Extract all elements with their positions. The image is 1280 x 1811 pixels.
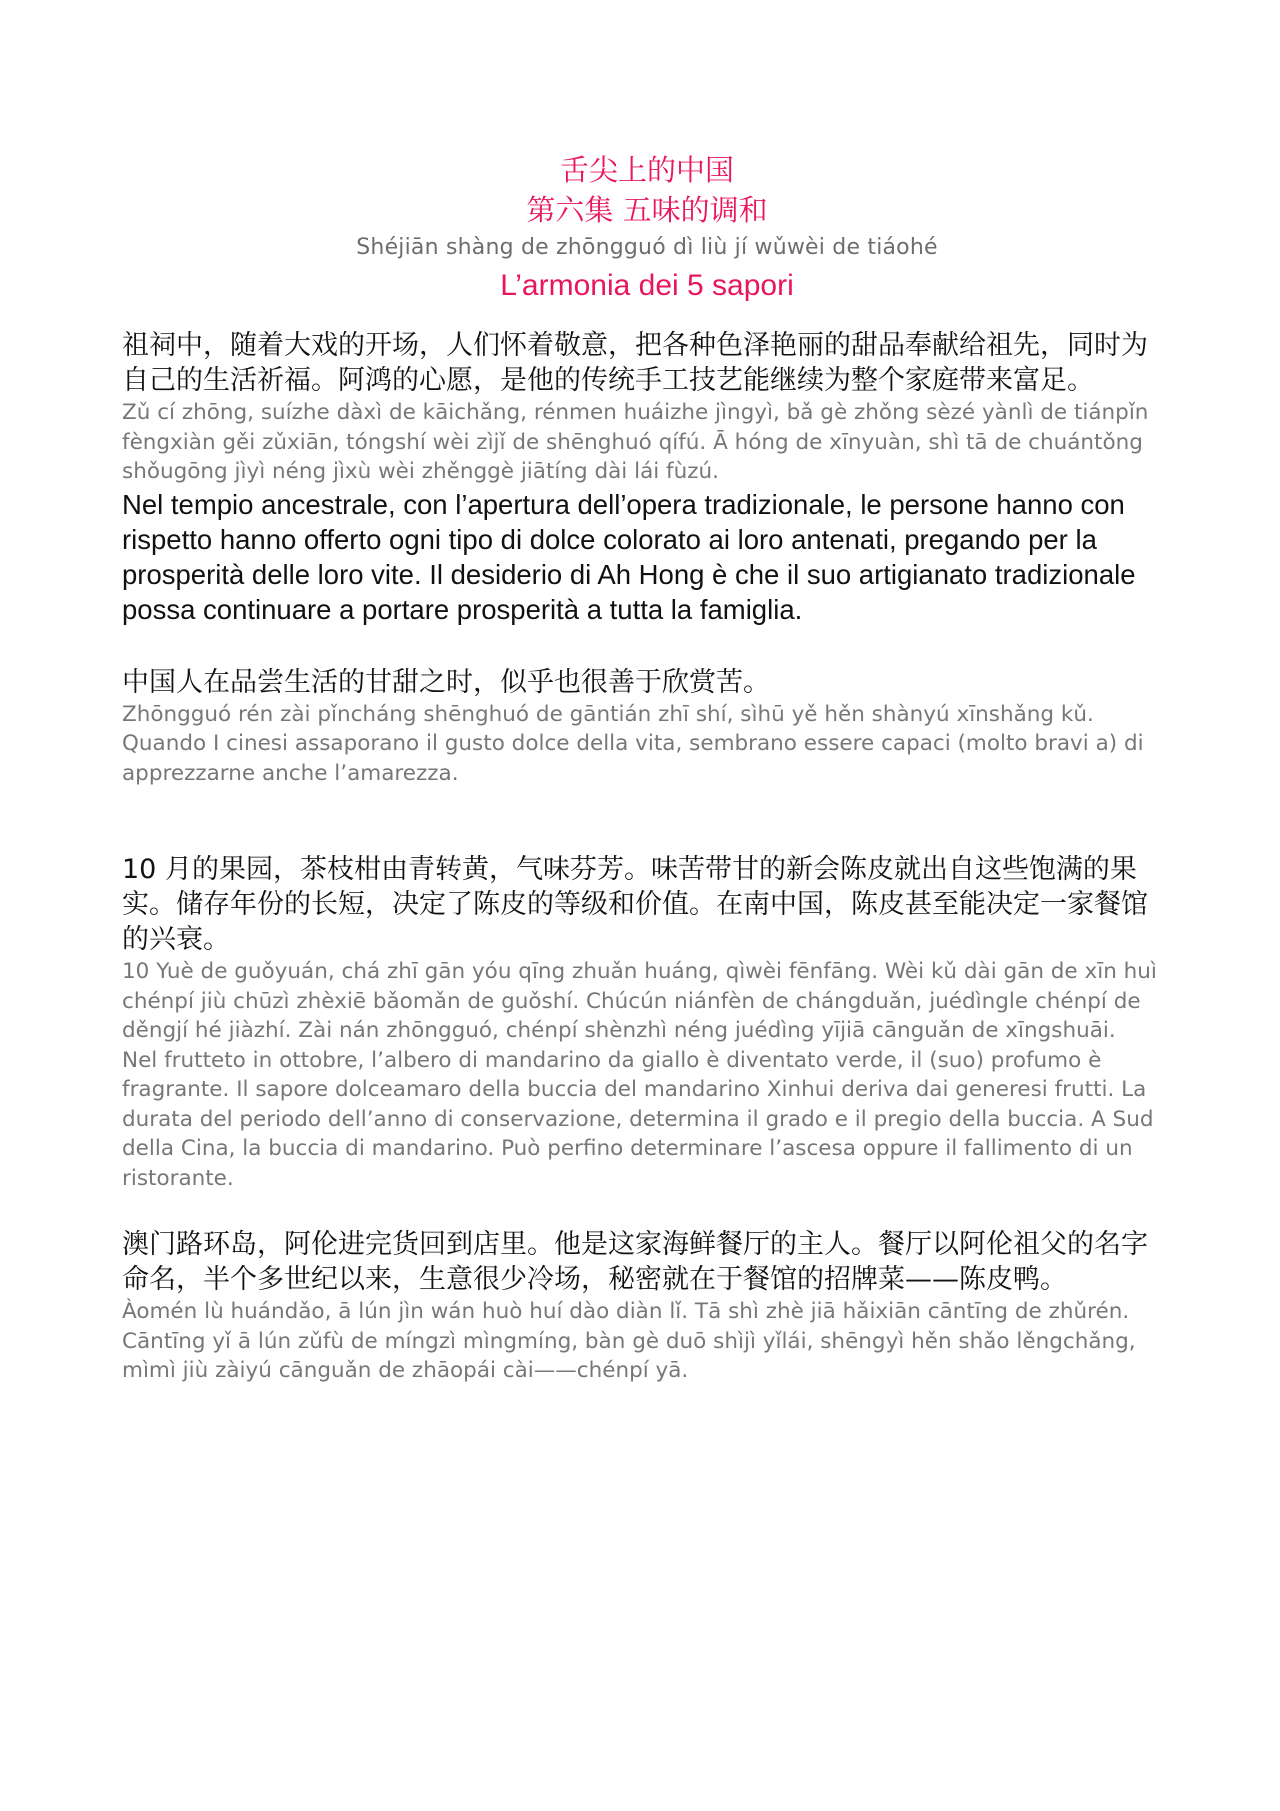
chinese-text: 澳门路环岛，阿伦进完货回到店里。他是这家海鲜餐厅的主人。餐厅以阿伦祖父的名字命名，半个多世纪以来，生意很少冷场，秘密就在于餐馆的招牌菜——陈皮鸭。: [122, 1229, 1148, 1295]
paragraph-block-4: [122, 1227, 1172, 1386]
pinyin-text: Zhōngguó rén zài pǐncháng shēnghuó de gāntián zhī shí, sìhū yě hěn shànyú xīnshǎng kǔ.: [122, 701, 1094, 727]
paragraph-block-1: [122, 328, 1172, 627]
chinese-text: 10 月的果园，茶枝柑由青转黄，气味芬芳。味苦带甘的新会陈皮就出自这些饱满的果实。储存年份的长短，决定了陈皮的等级和价值。在南中国，陈皮甚至能决定一家餐馆的兴衰。: [122, 854, 1148, 955]
document-page: [122, 150, 1172, 1386]
italian-translation: Nel tempio ancestrale, con l’apertura dell’opera tradizionale, le persone hanno con rispetto hanno offerto ogni tipo di dolce colorato ai loro antenati, pregando per la prosperità delle loro vite. Il desiderio di Ah Hong è che il suo artigianato tradizionale possa continuare a portare prosperità a tutta la famiglia.: [122, 488, 1136, 625]
episode-title-chinese: 第六集 五味的调和: [526, 193, 768, 227]
paragraph-block-3: [122, 852, 1172, 1193]
title-chinese: 舌尖上的中国: [559, 153, 734, 187]
title-italian: L’armonia dei 5 sapori: [500, 269, 794, 302]
document-header: [122, 150, 1172, 306]
pinyin-text: Zǔ cí zhōng, suízhe dàxì de kāichǎng, rénmen huáizhe jìngyì, bǎ gè zhǒng sèzé yànlì de tiánpǐn fèngxiàn gěi zǔxiān, tóngshí wèi zìjǐ de shēnghuó qífú. Ā hóng de xīnyuàn, shì tā de chuántǒng shǒugōng jìyì néng jìxù wèi zhěnggè jiātíng dài lái fùzú.: [122, 400, 1149, 484]
chinese-text: 中国人在品尝生活的甘甜之时，似乎也很善于欣赏苦。: [122, 666, 770, 698]
chinese-text: 祖祠中，随着大戏的开场，人们怀着敬意，把各种色泽艳丽的甜品奉献给祖先，同时为自己的生活祈福。阿鸿的心愿，是他的传统手工技艺能继续为整个家庭带来富足。: [122, 330, 1148, 396]
pinyin-text: 10 Yuè de guǒyuán, chá zhī gān yóu qīng zhuǎn huáng, qìwèi fēnfāng. Wèi kǔ dài gān de xīn huì chénpí jiù chūzì zhèxiē bǎomǎn de guǒshí. Chúcún niánfèn de chángduǎn, juédìngle chénpí de děngjí hé jiàzhí. Zài nán zhōngguó, chénpí shènzhì néng juédìng yījiā cānguǎn de xīngshuāi.: [122, 959, 1157, 1043]
italian-translation: Nel frutteto in ottobre, l’albero di mandarino da giallo è diventato verde, il (suo) profumo è fragrante. Il sapore dolceamaro della buccia del mandarino Xinhui deriva dai generesi frutti. La durata del periodo dell’anno di conservazione, determina il grado e il pregio della buccia. A Sud della Cina, la buccia di mandarino. Può perfino determinare l’ascesa oppure il fallimento di un ristorante.: [122, 1047, 1154, 1191]
pinyin-text: Àomén lù huándǎo, ā lún jìn wán huò huí dào diàn lǐ. Tā shì zhè jiā hǎixiān cāntīng de zhǔrén. Cāntīng yǐ ā lún zǔfù de míngzì mìngmíng, bàn gè duō shìjì yǐlái, shēngyì hěn shǎo lěngchǎng, mìmì jiù zàiyú cānguǎn de zhāopái cài——chénpí yā.: [122, 1299, 1136, 1383]
italian-translation: Quando I cinesi assaporano il gusto dolce della vita, sembrano essere capaci (molto bravi a) di apprezzarne anche l’amarezza.: [122, 731, 1144, 786]
paragraph-block-2: [122, 665, 1172, 789]
title-pinyin: Shéjiān shàng de zhōngguó dì liù jí wǔwèi de tiáohé: [356, 235, 938, 260]
